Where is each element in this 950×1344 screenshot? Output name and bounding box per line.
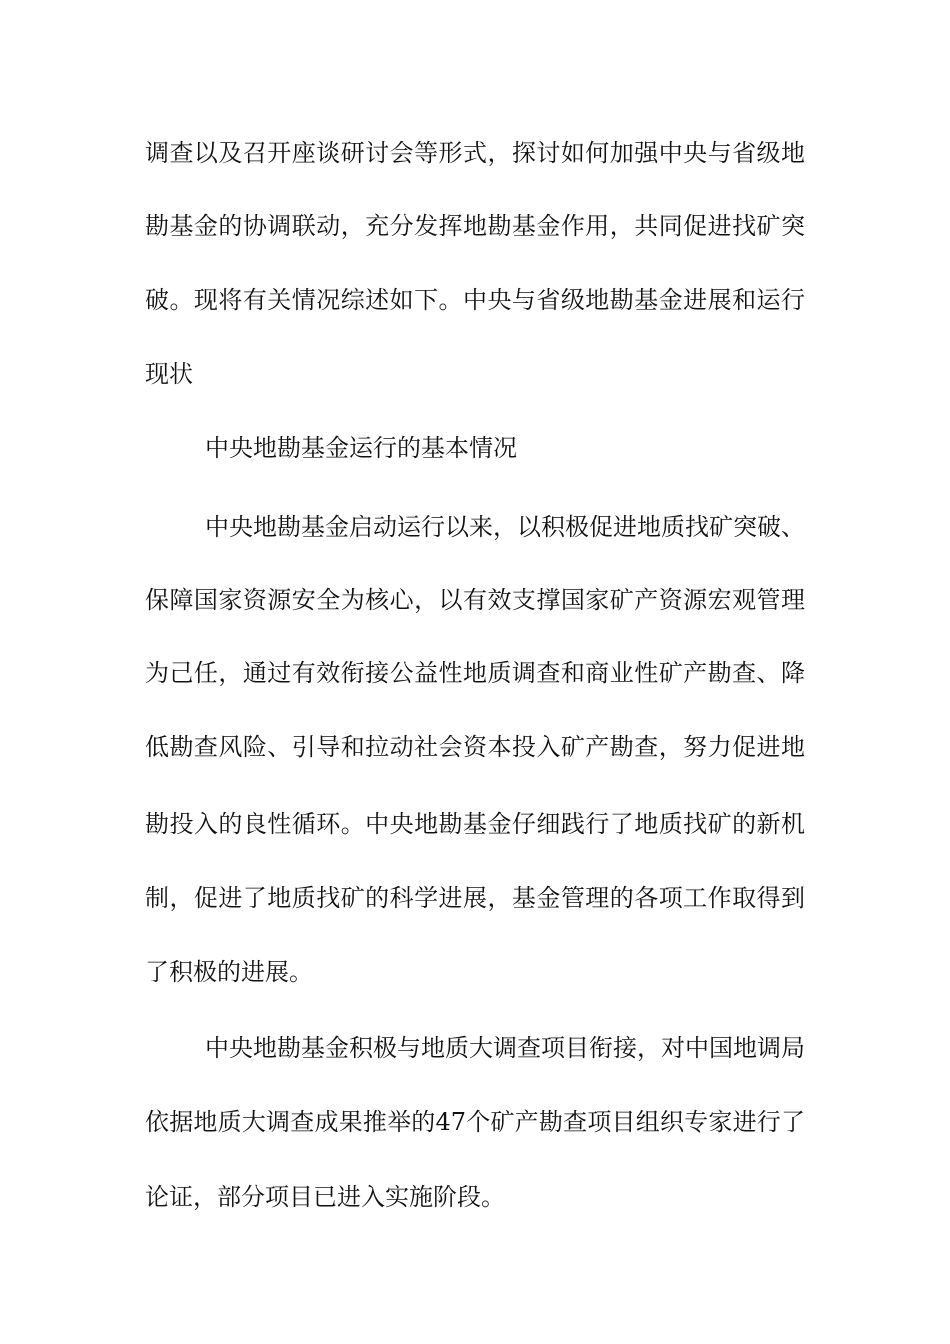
paragraph-3-line-3: 论证，部分项目已进入实施阶段。 — [145, 1183, 505, 1211]
section-heading: 中央地勘基金运行的基本情况 — [205, 434, 517, 462]
paragraph-3-line-2: 依据地质大调查成果推举的47个矿产勘查项目组织专家进行了 — [145, 1108, 805, 1136]
paragraph-2-line-7: 了积极的进展。 — [145, 958, 313, 986]
paragraph-2-line-6: 制，促进了地质找矿的科学进展，基金管理的各项工作取得到 — [145, 884, 805, 912]
paragraph-2-line-1: 中央地勘基金启动运行以来，以积极促进地质找矿突破、 — [205, 513, 805, 541]
paragraph-3-line-1: 中央地勘基金积极与地质大调查项目衔接，对中国地调局 — [205, 1034, 805, 1062]
paragraph-2-line-4: 低勘查风险、引导和拉动社会资本投入矿产勘查，努力促进地 — [145, 733, 805, 761]
paragraph-1-line-1: 调查以及召开座谈研讨会等形式，探讨如何加强中央与省级地 — [145, 139, 805, 167]
paragraph-1-line-4: 现状 — [145, 360, 193, 388]
paragraph-2-line-3: 为己任，通过有效衔接公益性地质调查和商业性矿产勘查、降 — [145, 659, 805, 687]
paragraph-1-line-2: 勘基金的协调联动，充分发挥地勘基金作用，共同促进找矿突 — [145, 212, 805, 240]
paragraph-2-line-5: 勘投入的良性循环。中央地勘基金仔细践行了地质找矿的新机 — [145, 810, 805, 838]
paragraph-2-line-2: 保障国家资源安全为核心，以有效支撑国家矿产资源宏观管理 — [145, 586, 805, 614]
paragraph-1-line-3: 破。现将有关情况综述如下。中央与省级地勘基金进展和运行 — [145, 286, 805, 314]
